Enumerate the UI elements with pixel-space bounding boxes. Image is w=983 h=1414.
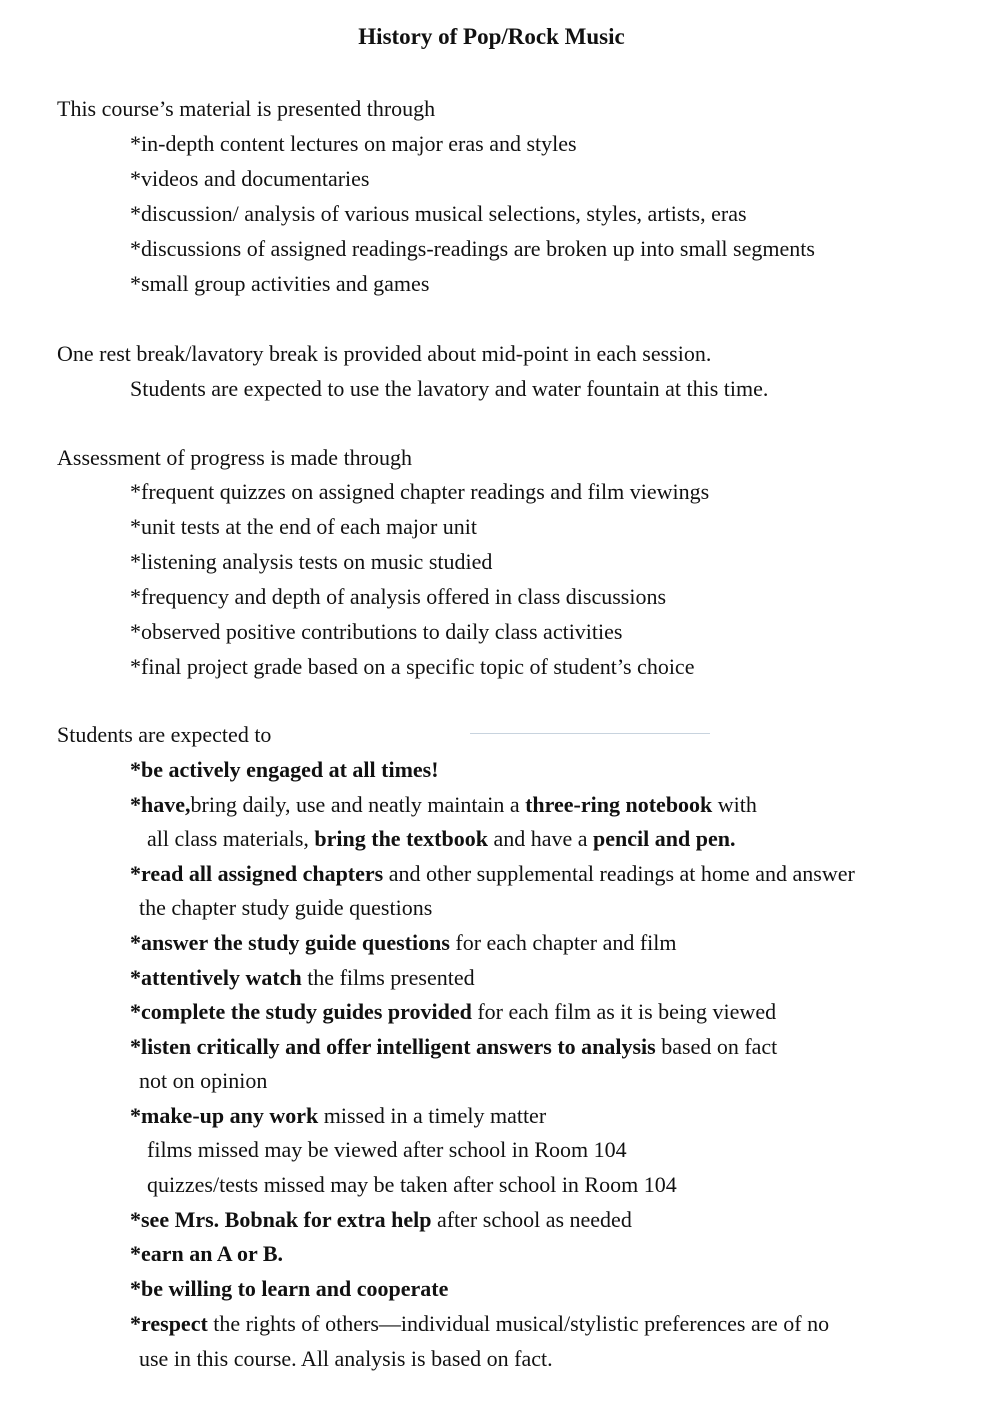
expectation-continuation: films missed may be viewed after school in Room 104: [147, 1137, 627, 1162]
expectation-text: the rights of others—individual musical/stylistic preferences are of no: [207, 1311, 830, 1336]
expectation-bold: *attentively watch: [130, 965, 302, 990]
expectation-continuation: [147, 826, 735, 852]
expectation-item: [130, 757, 439, 783]
expectation-continuation: quizzes/tests missed may be taken after school in Room 104: [147, 1172, 677, 1197]
assessment-intro: Assessment of progress is made through: [57, 445, 413, 470]
expectation-item: [130, 1034, 777, 1060]
assessment-item: *frequent quizzes on assigned chapter readings and film viewings: [130, 479, 710, 504]
expectation-continuation: the chapter study guide questions: [139, 895, 433, 920]
expectation-item: [130, 1241, 283, 1267]
expectation-text: for each chapter and film: [449, 930, 677, 955]
presentation-intro: This course’s material is presented through: [57, 96, 436, 121]
expectation-bold: *read all assigned chapters: [130, 861, 384, 886]
expectation-bold: *earn an A or B.: [130, 1241, 284, 1266]
break-detail: Students are expected to use the lavatory and water fountain at this time.: [130, 376, 769, 401]
break-intro: One rest break/lavatory break is provided about mid-point in each session.: [57, 341, 712, 366]
expectation-continuation: not on opinion: [139, 1068, 268, 1093]
expectation-bold: *see Mrs. Bobnak for extra help: [130, 1207, 432, 1232]
presentation-item: *discussions of assigned readings-readings are broken up into small segments: [130, 236, 815, 261]
expectation-text: for each film as it is being viewed: [471, 999, 777, 1024]
expectations-intro: Students are expected to: [57, 722, 272, 747]
expectation-text: after school as needed: [431, 1207, 632, 1232]
expectation-bold: *make-up any work: [130, 1103, 319, 1128]
expectation-text: missed in a timely matter: [318, 1103, 547, 1128]
expectation-bold: *answer the study guide questions: [130, 930, 450, 955]
expectation-text: the films presented: [301, 965, 475, 990]
expectation-continuation: use in this course. All analysis is based on fact.: [139, 1346, 553, 1371]
presentation-item: *in-depth content lectures on major eras and styles: [130, 131, 577, 156]
expectation-text: bring daily, use and neatly maintain a: [190, 792, 526, 817]
expectation-item: [130, 792, 757, 818]
expectation-bold: *be actively engaged at all times!: [130, 757, 439, 782]
expectation-bold: *have,: [130, 792, 191, 817]
expectation-bold: *complete the study guides provided: [130, 999, 472, 1024]
expectation-item: [130, 965, 475, 991]
expectation-item: [130, 1276, 448, 1302]
expectation-text: all class materials,: [147, 826, 315, 851]
expectation-text: based on fact: [655, 1034, 778, 1059]
presentation-item: *videos and documentaries: [130, 166, 370, 191]
expectation-bold: bring the textbook: [314, 826, 488, 851]
expectation-bold: *be willing to learn and cooperate: [130, 1276, 449, 1301]
expectation-text: and have a: [487, 826, 594, 851]
expectation-text: with: [712, 792, 757, 817]
assessment-item: *observed positive contributions to daily class activities: [130, 619, 623, 644]
assessment-item: *listening analysis tests on music studied: [130, 549, 493, 574]
expectation-item: [130, 1311, 829, 1337]
expectation-bold: three-ring notebook: [525, 792, 713, 817]
assessment-item: *final project grade based on a specific topic of student’s choice: [130, 654, 695, 679]
expectation-bold: pencil and pen.: [593, 826, 736, 851]
expectation-bold: *listen critically and offer intelligent answers to analysis: [130, 1034, 656, 1059]
expectation-item: [130, 1207, 632, 1233]
presentation-item: *discussion/ analysis of various musical selections, styles, artists, eras: [130, 201, 747, 226]
expectation-item: [130, 930, 677, 956]
expectation-item: [130, 861, 855, 887]
presentation-item: *small group activities and games: [130, 271, 430, 296]
page-title: History of Pop/Rock Music: [358, 24, 625, 49]
assessment-item: *frequency and depth of analysis offered in class discussions: [130, 584, 667, 609]
expectation-item: [130, 1103, 546, 1129]
expectation-item: [130, 999, 776, 1025]
assessment-item: *unit tests at the end of each major unit: [130, 514, 478, 539]
scan-artifact-line: [470, 733, 710, 734]
expectation-bold: *respect: [130, 1311, 208, 1336]
expectation-text: and other supplemental readings at home and answer: [383, 861, 855, 886]
